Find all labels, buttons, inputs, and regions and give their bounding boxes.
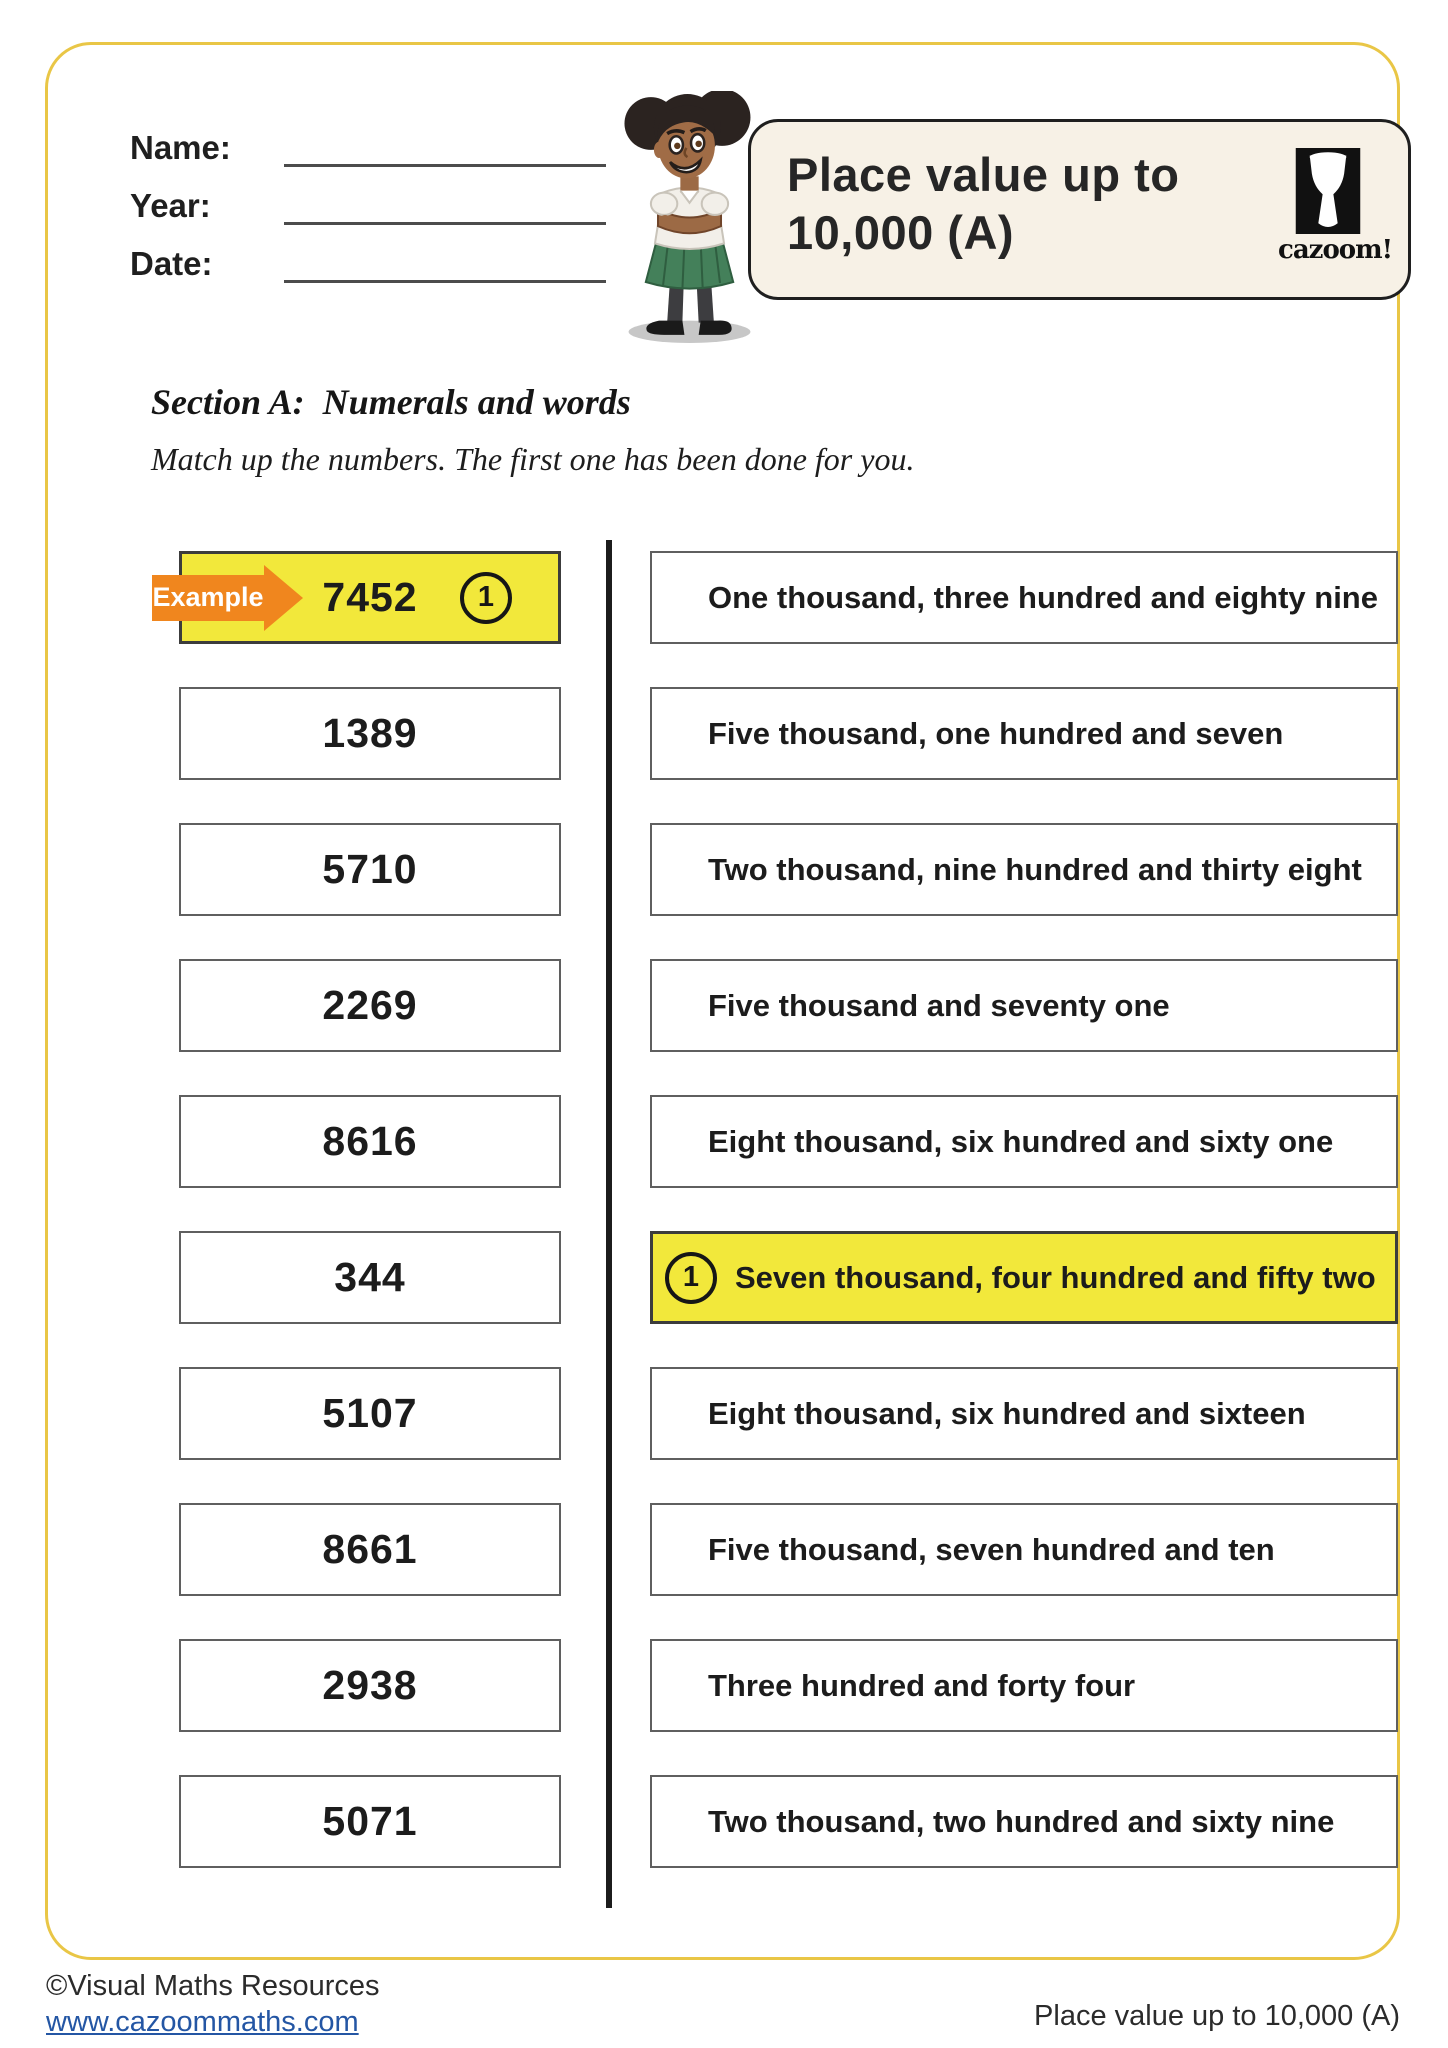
date-field <box>130 245 606 283</box>
number-value: 2269 <box>322 982 418 1028</box>
cazoom-wordmark: cazoom! <box>1278 235 1393 265</box>
title-line-1: Place value up to <box>787 148 1180 201</box>
year-input-line[interactable] <box>284 191 606 225</box>
example-arrow <box>152 565 303 631</box>
words-text: Two thousand, nine hundred and thirty eight <box>708 851 1362 887</box>
name-input-line[interactable] <box>284 133 606 167</box>
number-box <box>179 823 561 916</box>
words-box <box>650 959 1398 1052</box>
copyright-text: ©Visual Maths Resources <box>46 1970 380 2002</box>
djembe-drum-icon <box>1295 148 1361 234</box>
words-text: Two thousand, two hundred and sixty nine <box>708 1803 1335 1839</box>
words-box <box>650 687 1398 780</box>
sheet-frame <box>45 42 1400 1960</box>
year-label: Year: <box>130 187 211 224</box>
number-value: 5107 <box>322 1390 418 1436</box>
number-box-example <box>152 551 561 644</box>
example-arrow-tip <box>264 565 303 631</box>
year-field <box>130 187 606 225</box>
student-fields <box>130 129 606 303</box>
cazoom-logo <box>1278 148 1393 265</box>
number-box <box>179 959 561 1052</box>
date-input-line[interactable] <box>284 249 606 283</box>
words-text: Five thousand, seven hundred and ten <box>708 1531 1275 1567</box>
number-box <box>179 687 561 780</box>
numerals-column <box>152 551 561 1911</box>
words-box <box>650 823 1398 916</box>
number-value: 5071 <box>322 1798 418 1844</box>
number-box <box>179 1503 561 1596</box>
footer-credit <box>46 1970 380 2039</box>
words-box <box>650 551 1398 644</box>
words-text: Eight thousand, six hundred and sixty one <box>708 1123 1334 1159</box>
words-box-answered <box>650 1231 1398 1324</box>
words-text: One thousand, three hundred and eighty nine <box>708 579 1378 615</box>
words-text: Eight thousand, six hundred and sixteen <box>708 1395 1306 1431</box>
footer-doc-title: Place value up to 10,000 (A) <box>1034 2000 1400 2032</box>
number-value: 2938 <box>322 1662 418 1708</box>
number-value: 8661 <box>322 1526 418 1572</box>
date-label: Date: <box>130 245 213 282</box>
words-text: Seven thousand, four hundred and fifty two <box>735 1259 1376 1295</box>
words-box <box>650 1367 1398 1460</box>
answer-badge: 1 <box>460 572 512 624</box>
words-text: Five thousand, one hundred and seven <box>708 715 1284 751</box>
column-divider-line <box>606 540 612 1908</box>
number-box <box>179 1775 561 1868</box>
number-box <box>179 1367 561 1460</box>
number-value: 5710 <box>322 846 418 892</box>
number-box <box>179 1095 561 1188</box>
words-box <box>650 1639 1398 1732</box>
number-value: 8616 <box>322 1118 418 1164</box>
number-box <box>179 1231 561 1324</box>
number-value: 344 <box>334 1254 406 1300</box>
number-value: 7452 <box>322 574 418 620</box>
words-text: Five thousand and seventy one <box>708 987 1170 1023</box>
worksheet-title-box <box>748 119 1411 300</box>
words-box <box>650 1775 1398 1868</box>
worksheet-title <box>787 146 1179 263</box>
cazoommaths-link[interactable]: www.cazoommaths.com <box>46 2006 359 2038</box>
name-label: Name: <box>130 129 231 166</box>
title-line-2: 10,000 (A) <box>787 206 1015 260</box>
section-a-instruction: Match up the numbers. The first one has been done for you. <box>151 441 915 477</box>
example-arrow-label: Example <box>152 575 264 621</box>
words-text: Three hundred and forty four <box>708 1667 1136 1703</box>
number-value: 1389 <box>322 710 418 756</box>
answer-badge: 1 <box>665 1252 717 1304</box>
section-a-heading: Section A: Numerals and words <box>151 382 631 422</box>
words-box <box>650 1503 1398 1596</box>
words-column <box>650 551 1398 1911</box>
name-field <box>130 129 606 167</box>
number-box <box>179 1639 561 1732</box>
words-box <box>650 1095 1398 1188</box>
